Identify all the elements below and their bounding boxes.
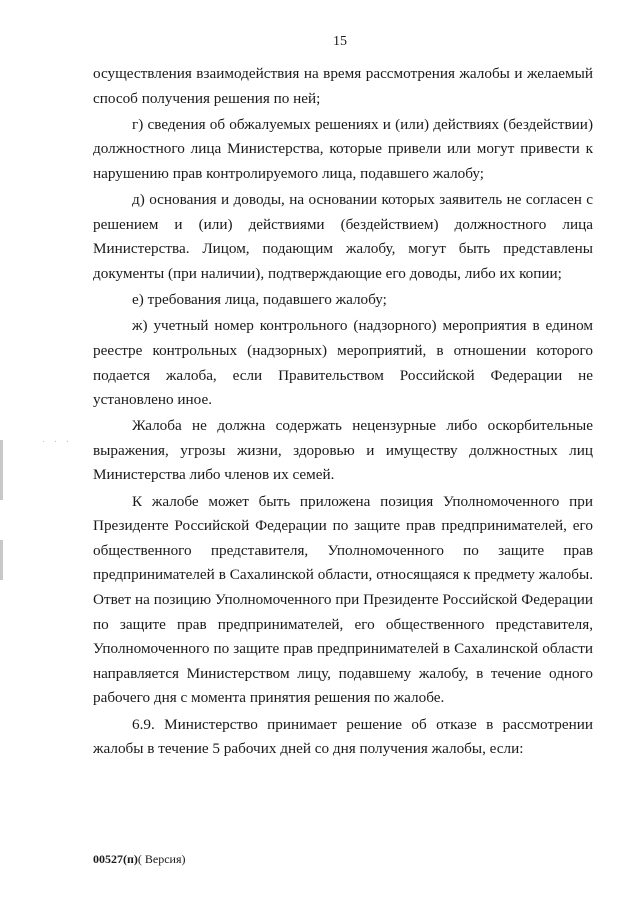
document-code: 00527(п) — [93, 852, 138, 866]
scan-artifact — [0, 440, 3, 500]
paragraph: 6.9. Министерство принимает решение об отказе в рассмотрении жалобы в течение 5 рабочих дней со дня получения жалобы, если: — [93, 715, 593, 758]
page-number: 15 — [333, 34, 347, 49]
paragraph: г) сведения об обжалуемых решениях и (или) действиях (бездействии) должностного лица Министерства, которые привели или могут привести к нарушению прав контролируемого лица, подавшего жалобу; — [93, 115, 593, 182]
paragraph: К жалобе может быть приложена позиция Уполномоченного при Президенте Российской Федерации по защите прав предпринимателей, его общественного представителя, Уполномоченного по защите прав предпринимателей в Сахалинской области, относящаяся к предмету жалобы. Ответ на позицию Уполномоченного при Президенте Российской Федерации по защите прав предпринимателей, его общественного представителя, Уполномоченного по защите прав предпринимателей в Сахалинской области направляется Министерством лицу, подавшему жалобу, в течение одного рабочего дня с момента принятия решения по жалобе. — [93, 492, 593, 707]
paragraph: Жалоба не должна содержать нецензурные либо оскорбительные выражения, угрозы жизни, здоровью и имуществу должностных лиц Министерства либо членов их семей. — [93, 417, 593, 484]
document-version: ( Версия) — [137, 852, 186, 866]
paragraph: е) требования лица, подавшего жалобу; — [132, 291, 387, 309]
scan-artifact — [0, 540, 3, 580]
body-text — [93, 62, 593, 763]
paragraph: осуществления взаимодействия на время рассмотрения жалобы и желаемый способ получения решения по ней; — [93, 65, 593, 107]
document-footer — [93, 852, 186, 867]
paragraph: ж) учетный номер контрольного (надзорного) мероприятия в едином реестре контрольных (надзорных) мероприятий, в отношении которого подается жалоба, если Правительством Российской Федерации не установлено иное. — [93, 317, 593, 409]
scan-artifact: · · · — [42, 437, 72, 448]
paragraph: д) основания и доводы, на основании которых заявитель не согласен с решением и (или) действиями (бездействием) должностного лица Министерства. Лицом, подающим жалобу, могут быть представлены документы (при наличии), подтверждающие его доводы, либо их копии; — [93, 191, 593, 282]
